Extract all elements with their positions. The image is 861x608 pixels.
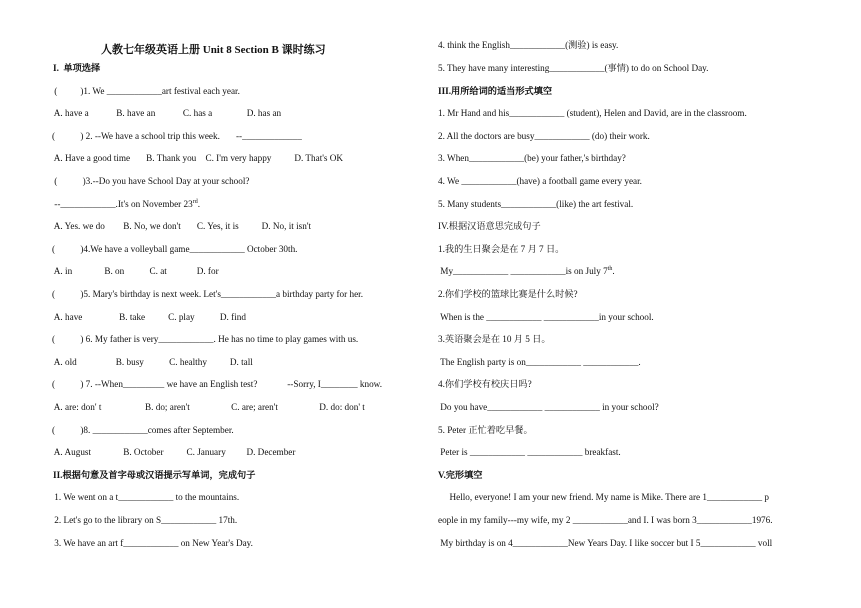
right-line-18 [438,424,533,436]
left-line-text: ( )4.We have a volleyball game____________ October 30th. [52,244,298,254]
left-line-18 [52,446,295,458]
right-line-text: V.完形填空 [438,470,483,480]
left-line-text: A. have B. take C. play D. find [52,312,246,322]
right-line-text: 4. We ____________(have) a football game every year. [438,176,642,186]
right-line-2 [438,62,708,74]
left-line-4 [52,130,302,142]
right-line-text: 4.你们学校有校庆日吗? [438,379,532,389]
left-line-text: ( )8. ____________comes after September. [52,425,234,435]
left-line-16 [52,401,365,413]
right-line-6 [438,152,626,164]
left-line-text: ( ) 7. --When_________ we have an English test? --Sorry, I________ know. [52,379,383,389]
left-line-text: ( )3.--Do you have School Day at your school? [52,176,250,186]
right-line-text: III.用所给词的适当形式填空 [438,86,553,96]
left-line-text: A. in B. on C. at D. for [52,266,219,276]
left-line-text: A. old B. busy C. healthy D. tall [52,357,253,367]
left-line-text: ( )1. We ____________art festival each year. [52,86,240,96]
right-line-text: 2.你们学校的篮球比赛是什么时候? [438,289,578,299]
right-line-1 [438,39,618,51]
left-line-20 [52,491,239,503]
right-line-text: 1.我的生日聚会是在 7 月 7 日。 [438,244,565,254]
right-line-7 [438,175,642,187]
left-line-text: ( ) 6. My father is very____________. He has no time to play games with us. [52,334,359,344]
left-line-15 [52,378,382,390]
right-line-text: 4. think the English____________(测验) is easy. [438,40,619,50]
left-line-text: 2. Let's go to the library on S____________ 17th. [52,515,238,525]
right-line-text: 1. Mr Hand and his____________ (student), Helen and David, are in the classroom. [438,108,747,118]
right-line-19 [438,446,621,458]
left-line-7 [52,198,200,210]
left-line-6 [52,175,250,187]
left-line-text: A. August B. October C. January D. December [52,447,296,457]
right-line-text: 2. All the doctors are busy____________ (do) their work. [438,131,650,141]
page-title: 人教七年级英语上册 Unit 8 Section B 课时练习 [101,44,326,56]
left-line-5 [52,152,343,164]
right-line-text: The English party is on____________ ____________. [438,357,641,367]
left-line-10 [52,265,219,277]
right-line-text: eople in my family---my wife, my 2 ____________and I. I was born 3____________1976. [438,515,773,525]
left-line-text: ( ) 2. --We have a school trip this week. --_____________ [52,131,302,141]
right-line-13 [438,311,654,323]
right-line-text: Do you have____________ ____________ in your school? [438,402,659,412]
left-line-text: II.根据句意及首字母或汉语提示写单词，完成句子 [53,470,256,480]
left-line-9 [52,243,297,255]
right-line-text: 5. Many students____________(like) the art festival. [438,199,634,209]
right-line-tail: . [612,266,615,276]
right-line-8 [438,198,633,210]
right-line-text: Hello, everyone! I am your new friend. My name is Mike. There are 1____________ p [438,492,770,502]
right-line-11 [438,265,615,277]
left-line-text: --____________.It's on November 23 [52,199,193,209]
right-line-text: My birthday is on 4____________New Years Day. I like soccer but I 5____________ voll [438,538,773,548]
left-line-17 [52,424,234,436]
right-line-17 [438,401,659,413]
left-line-tail: . [197,199,201,209]
superscript: rd [192,198,198,205]
right-line-4 [438,107,747,119]
left-line-3 [52,107,281,119]
left-line-text: A. are: don' t B. do; aren't C. are; aren't D. do: don' t [52,402,365,412]
right-line-14 [438,333,551,345]
right-line-23 [438,537,772,549]
left-line-text: 3. We have an art f____________ on New Year's Day. [52,538,253,548]
left-line-12 [52,311,246,323]
right-line-text: Peter is ____________ ____________ breakfast. [438,447,621,457]
right-line-16 [438,378,532,390]
right-line-12 [438,288,578,300]
right-line-15 [438,356,641,368]
left-line-text: 1. We went on a t____________ to the mountains. [52,492,240,502]
left-line-8 [52,220,311,232]
right-line-9 [438,220,541,232]
right-line-21 [438,491,769,503]
left-line-13 [52,333,358,345]
right-line-text: My____________ ____________is on July 7 [438,266,608,276]
right-line-text: 3. When____________(be) your father,'s birthday? [438,153,626,163]
superscript: th [607,265,613,272]
right-line-5 [438,130,650,142]
right-line-text: 5. Peter 正忙着吃早餐。 [438,425,533,435]
left-line-22 [52,537,253,549]
right-line-20 [438,469,483,481]
right-line-text: When is the ____________ ____________in your school. [438,312,654,322]
left-line-text: A. Have a good time B. Thank you C. I'm very happy D. That's OK [52,153,344,163]
right-line-text: IV.根据汉语意思完成句子 [438,221,541,231]
left-line-11 [52,288,363,300]
right-line-3 [438,85,552,97]
right-line-text: 5. They have many interesting____________(事情) to do on School Day. [438,63,709,73]
right-line-22 [438,514,773,526]
right-line-10 [438,243,564,255]
left-line-text: A. have a B. have an C. has a D. has an [52,108,282,118]
right-line-text: 3.英语聚会是在 10 月 5 日。 [438,334,551,344]
left-line-text: I. 单项选择 [53,63,101,73]
left-line-2 [52,85,240,97]
left-line-14 [52,356,253,368]
left-line-text: ( )5. Mary's birthday is next week. Let's____________a birthday party for her. [52,289,364,299]
left-line-text: A. Yes. we do B. No, we don't C. Yes, it is D. No, it isn't [52,221,312,231]
left-line-21 [52,514,237,526]
left-line-19 [53,469,255,481]
left-line-1 [53,62,100,74]
